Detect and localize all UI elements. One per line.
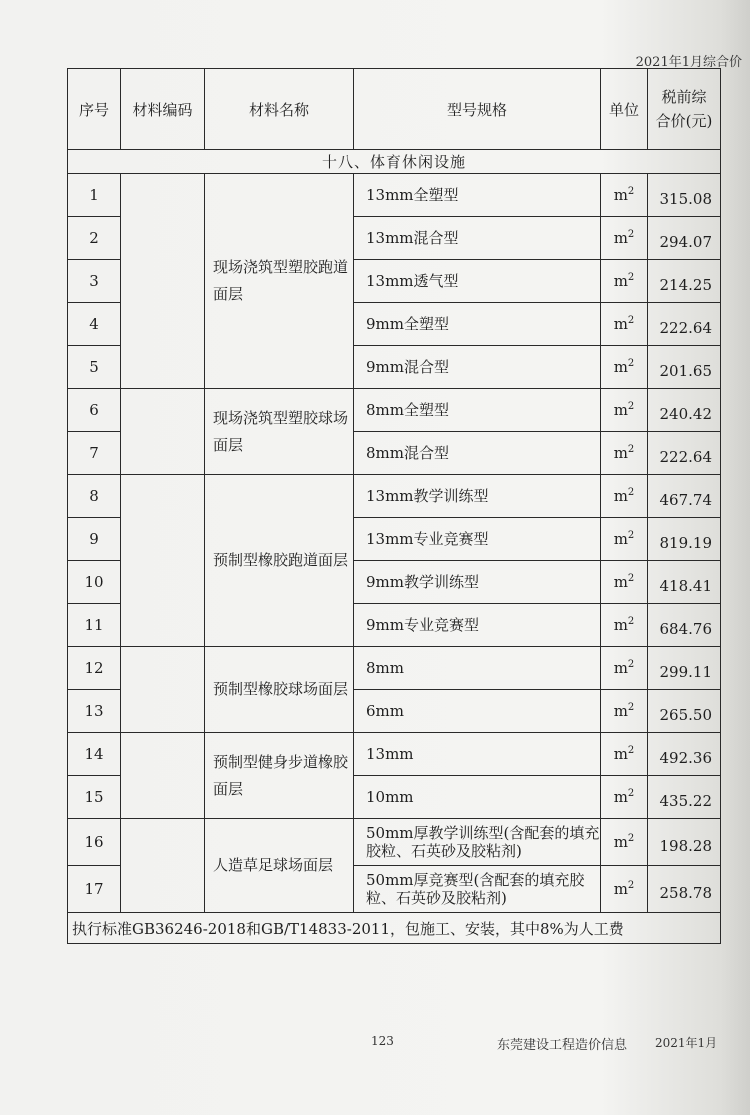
row-unit: $m^2$ [601,733,648,776]
page-number: 123 [371,1034,394,1048]
row-price: 214.25 [648,260,721,303]
table-row [68,389,721,432]
table-row [68,475,721,518]
row-no: 3 [68,260,121,303]
table-row [68,647,721,690]
row-unit: $m^2$ [601,604,648,647]
row-price: 240.42 [648,389,721,432]
row-price: 435.22 [648,776,721,819]
material-name: 人造草足球场面层 [205,819,354,913]
material-code-cell [121,174,205,389]
table-header-row [68,69,721,150]
row-unit: $m^2$ [601,217,648,260]
row-price: 299.11 [648,647,721,690]
material-code-cell [121,733,205,819]
row-price: 492.36 [648,733,721,776]
row-no: 2 [68,217,121,260]
row-unit: $m^2$ [601,303,648,346]
row-spec: 13mm教学训练型 [354,475,601,518]
row-no: 7 [68,432,121,475]
col-header-seq: 序号 [68,69,121,150]
row-no: 8 [68,475,121,518]
material-name: 现场浇筑型塑胶跑道面层 [205,174,354,389]
row-unit: $m^2$ [601,819,648,866]
row-spec: 13mm全塑型 [354,174,601,217]
row-unit: $m^2$ [601,690,648,733]
row-price: 198.28 [648,819,721,866]
material-code-cell [121,647,205,733]
row-no: 1 [68,174,121,217]
row-no: 4 [68,303,121,346]
col-header-price-line2: 合价(元) [655,112,713,130]
row-no: 17 [68,866,121,913]
row-price: 315.08 [648,174,721,217]
col-header-unit: 单位 [601,69,648,150]
row-no: 16 [68,819,121,866]
row-spec: 13mm专业竞赛型 [354,518,601,561]
row-spec: 50mm厚教学训练型(含配套的填充胶粒、石英砂及胶粘剂) [354,819,601,866]
row-no: 15 [68,776,121,819]
note-row [68,913,721,944]
row-spec: 9mm全塑型 [354,303,601,346]
row-price: 819.19 [648,518,721,561]
row-unit: $m^2$ [601,561,648,604]
row-spec: 13mm [354,733,601,776]
section-row [68,150,721,174]
table-row [68,174,721,217]
table-row [68,819,721,866]
row-no: 12 [68,647,121,690]
row-spec: 13mm透气型 [354,260,601,303]
row-spec: 8mm混合型 [354,432,601,475]
material-code-cell [121,389,205,475]
col-header-name: 材料名称 [205,69,354,150]
col-header-spec: 型号规格 [354,69,601,150]
row-no: 11 [68,604,121,647]
row-no: 13 [68,690,121,733]
row-price: 265.50 [648,690,721,733]
row-spec: 8mm全塑型 [354,389,601,432]
material-name: 预制型健身步道橡胶面层 [205,733,354,819]
row-price: 258.78 [648,866,721,913]
row-no: 5 [68,346,121,389]
row-unit: $m^2$ [601,776,648,819]
row-spec: 13mm混合型 [354,217,601,260]
row-unit: $m^2$ [601,174,648,217]
col-header-code: 材料编码 [121,69,205,150]
row-price: 684.76 [648,604,721,647]
row-price: 294.07 [648,217,721,260]
row-unit: $m^2$ [601,432,648,475]
row-no: 6 [68,389,121,432]
row-no: 14 [68,733,121,776]
col-header-price-line1: 税前综 [661,88,707,106]
row-unit: $m^2$ [601,866,648,913]
material-name: 现场浇筑型塑胶球场面层 [205,389,354,475]
row-no: 9 [68,518,121,561]
row-unit: $m^2$ [601,647,648,690]
row-spec: 50mm厚竞赛型(含配套的填充胶粒、石英砂及胶粘剂) [354,866,601,913]
price-table [67,68,721,944]
row-price: 222.64 [648,303,721,346]
row-price: 201.65 [648,346,721,389]
row-price: 418.41 [648,561,721,604]
row-spec: 8mm [354,647,601,690]
material-name: 预制型橡胶球场面层 [205,647,354,733]
period-label: 2021年1月综合价 [635,55,742,70]
row-unit: $m^2$ [601,518,648,561]
standard-note: 执行标准GB36246-2018和GB/T14833-2011，包施工、安装，其中8%为人工费 [68,913,721,944]
material-code-cell [121,475,205,647]
section-title: 十八、体育休闲设施 [68,150,721,174]
row-price: 222.64 [648,432,721,475]
row-spec: 9mm混合型 [354,346,601,389]
material-name: 预制型橡胶跑道面层 [205,475,354,647]
table-row [68,733,721,776]
row-unit: $m^2$ [601,389,648,432]
row-unit: $m^2$ [601,346,648,389]
publication-name: 东莞建设工程造价信息 [497,1038,628,1053]
row-unit: $m^2$ [601,260,648,303]
row-spec: 10mm [354,776,601,819]
publication-date: 2021年1月 [655,1036,718,1050]
row-no: 10 [68,561,121,604]
material-code-cell [121,819,205,913]
row-unit: $m^2$ [601,475,648,518]
row-spec: 9mm专业竞赛型 [354,604,601,647]
row-spec: 9mm教学训练型 [354,561,601,604]
row-price: 467.74 [648,475,721,518]
col-header-price [648,69,721,150]
row-spec: 6mm [354,690,601,733]
